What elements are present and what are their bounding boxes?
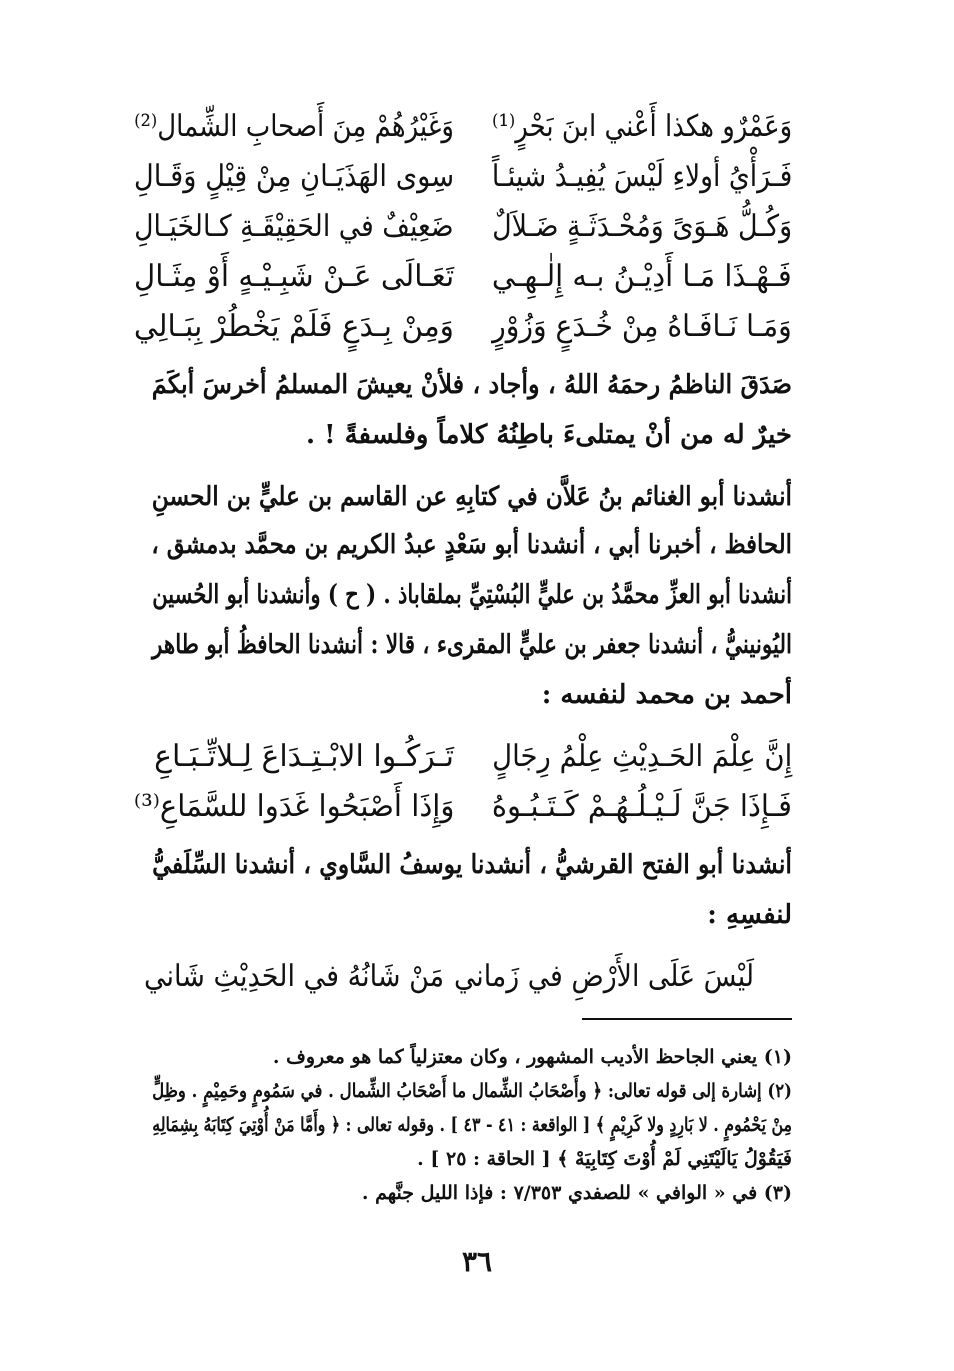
verse-hemistich-left: ضَعِيْفٌ في الحَقِيْقَـةِ كـالخَيَـالِ [134,209,454,244]
verse-hemistich-right: لَيْسَ عَلَى الأَرْضِ في زَماني [453,959,754,994]
footnote-separator [582,1018,792,1020]
footnote-line: فَيَقُوْلُ يَالَيْتَنِي لَمْ أُوْتَ كِتَابِيَهْ ﴾ [ الحاقة : ٢٥ ] . [417,1148,792,1170]
verse-hemistich-right: وَعَمْرٌو هكذا أَعْني ابنَ بَحْرٍ⁽¹⁾ [491,109,792,144]
verse-hemistich-left: وَإِذَا أَصْبَحُوا غَدَوا للسَّمَاعِ⁽³⁾ [133,789,454,824]
text-line: أحمد بن محمد لنفسه : [541,680,792,710]
verse-hemistich-left: تَعَـالَى عَـنْ شَبِـيْـهٍ أَوْ مِثَـالِ [133,259,454,294]
footnote-line: (١) يعني الجاحظ الأديب المشهور ، وكان معتزلياً كما هو معروف . [272,1046,792,1068]
text-line: صَدَقَ الناظمُ رحمَهُ اللهُ ، وأجاد ، فلأنْ يعيشَ المسلمُ أخرسَ أبكَمَ [151,370,792,400]
verse-hemistich-right: إِنَّ عِلْمَ الحَـدِيْثِ عِلْمُ رِجَالٍ [491,739,792,774]
verse-hemistich-right: فَـرَأْيُ أولاءِ لَيْسَ يُفِيـدُ شيئـاً [491,159,792,194]
verse-hemistich-right: وَكُـلُّ هَـوَىً وَمُحْـدَثَـةٍ ضَـلاَلٌ [491,209,792,244]
verse-hemistich-right: فَـإِذَا جَنَّ لَـيْـلُـهُـمْ كَـتَـبُـوهُ [491,789,792,824]
text-line: الحافظ ، أخبرنا أبي ، أنشدنا أبو سَعْدٍ عبدُ الكريم بن محمَّد بدمشق ، [151,530,792,560]
text-line: خيرٌ له من أنْ يمتلىءَ باطِنُهُ كلاماً وفلسفةً ! . [306,420,792,450]
verse-hemistich-left: سِوى الهَذَيَـانِ مِنْ قِيْلٍ وَقَـالِ [133,159,454,194]
verse-hemistich-left: تَـرَكُـوا الابْـتِـدَاعَ لِـلاتِّـبَـاعِ [154,739,454,774]
verse-hemistich-left: مَنْ شَانُهُ في الحَدِيْثِ شَاني [143,959,444,994]
footnote-line: (٢) إشارة إلى قوله تعالى: ﴿ وأَصْحَابُ الشِّمال ما أَصْحَابُ الشِّمال . في سَمُومٍ وحَمِيْمٍ . وظِلٍّ [152,1080,792,1102]
text-line: أنشدنا أبو الغنائم بنُ عَلاَّن في كتابِهِ عن القاسم بن عليٍّ بن الحسنِ [151,482,792,512]
footnote-line: مِنْ يَحْمُومٍ . لا بَارِدٍ ولا كَرِيْمٍ ﴾ [ الواقعة : ٤١ - ٤٣ ] . وقوله تعالى : ﴿ وأَمَّا مَنْ أُوْتِيَ كِتَابَهُ بِشِمَالِهِ [152,1114,792,1136]
page-number: ٣٦ [461,1245,493,1278]
text-line: اليُونينيُّ ، أنشدنا جعفر بن عليٍّ المقرىء ، قالا : أنشدنا الحافظُ أبو طاهر [151,630,792,660]
verse-hemistich-right: وَمَـا نَـافَـاهُ مِنْ خُـدَعٍ وَزُوْرٍ [492,309,792,344]
text-line: أنشدنا أبو الفتح القرشيُّ ، أنشدنا يوسفُ السَّاوي ، أنشدنا السِّلَفيُّ [152,850,792,880]
verse-hemistich-left: وَمِنْ بِـدَعٍ فَلَمْ يَخْطُرْ بِبَـالِي [133,309,454,344]
verse-hemistich-left: وَغَيْرُهُمْ مِنَ أَصحابِ الشِّمال⁽²⁾ [134,109,454,144]
verse-hemistich-right: فَـهْـذَا مَـا أَدِيْـنُ بـه إِلٰـهِـي [492,259,792,294]
text-line: أنشدنا أبو العزِّ محمَّدُ بن عليٍّ البُسْتِيِّ بملقاباذ . ( ح ) وأنشدنا أبو الحُسين [152,580,792,610]
text-line: لنفسِهِ : [707,900,792,930]
footnote-line: (٣) في « الوافي » للصفدي ٧/٣٥٣ : فإذا الليل جنَّهم . [361,1182,792,1204]
